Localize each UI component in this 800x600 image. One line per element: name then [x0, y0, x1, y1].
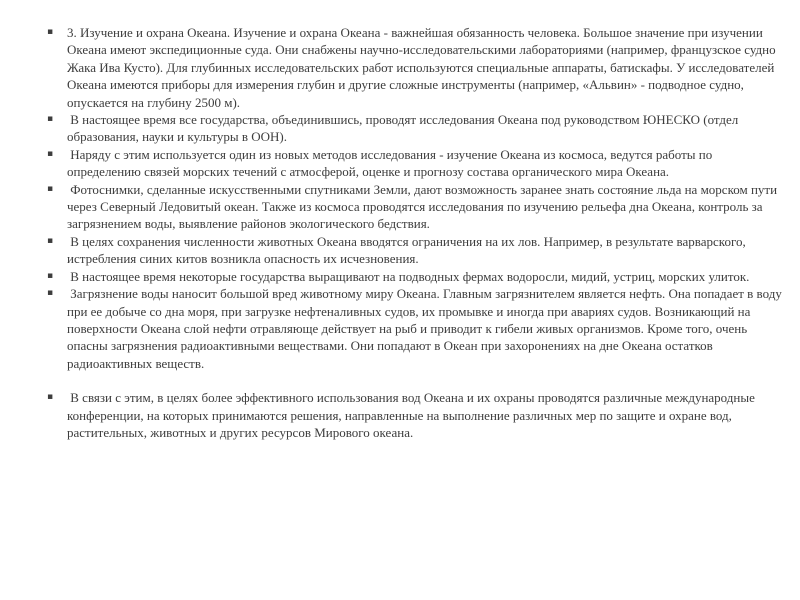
bullet-text: В целях сохранения численности животных Океана вводятся ограничения на их лов. Например, в результате варварского, истребления синих китов возникла опасность их исчезновения. — [67, 233, 749, 267]
bullet-item — [47, 24, 786, 111]
bullet-square-icon: ▪ — [47, 270, 54, 281]
bullet-square-icon: ▪ — [47, 392, 54, 403]
bullet-square-icon: ▪ — [47, 114, 54, 125]
bullet-text: Фотоснимки, сделанные искусственными спутниками Земли, дают возможность заранее знать состояние льда на морском пути через Северный Ледовитый океан. Также из космоса проводятся исследования по изучению рельефа дна Океана, контроль за загрязнением воды, выявление районов экологического бедствия. — [67, 181, 781, 232]
bullet-item — [47, 268, 786, 285]
bullet-square-icon: ▪ — [47, 288, 54, 299]
bullet-item — [47, 233, 786, 268]
bullet-text: Наряду с этим используется один из новых методов исследования - изучение Океана из космоса, ведутся работы по определению связей морских течений с атмосферой, оценке и прогнозу состава органического мира Океана. — [67, 146, 716, 180]
bullet-text: Загрязнение воды наносит большой вред животному миру Океана. Главным загрязнителем является нефть. Она попадает в воду при ее добыче со дна моря, при загрузке нефтеналивных судов, их промывке и иногда при авариях судов. Возникающий на поверхности Океана слой нефти отравляюще действует на рыб и приводит к гибели живых организмов. Кроме того, очень опасны загрязнения радиоактивными веществами. Они попадают в Океан при захоронениях на дне Океана остатков радиоактивных веществ. — [67, 286, 786, 371]
bullet-text: В настоящее время некоторые государства выращивают на подводных фермах водоросли, мидий, устриц, морских улиток. — [67, 268, 750, 284]
bullet-square-icon: ▪ — [47, 148, 54, 159]
bullet-item — [47, 181, 786, 233]
bullet-square-icon: ▪ — [47, 183, 54, 194]
bullet-text: 3. Изучение и охрана Океана. Изучение и охрана Океана - важнейшая обязанность человека. Большое значение при изучении Океана имеют экспедиционные суда. Они снабжены научно-исследовательскими лабораториями (например, французское судно Жака Ива Кусто). Для глубинных исследовательских работ используются специальные аппараты, батискафы. У исследователей Океана имеются приборы для измерения глубин и другие сложные инструменты (например, «Альвин» - подводное судно, опускается на глубину 2500 м). — [67, 25, 779, 110]
bullet-item — [47, 146, 786, 181]
bullet-item — [47, 389, 786, 441]
bullet-text: В связи с этим, в целях более эффективного использования вод Океана и их охраны проводятся различные международные конференции, на которых принимаются решения, направленные на выполнение различных мер по защите и охране вод, растительных, животных и других ресурсов Мирового океана. — [67, 390, 759, 440]
bullet-item — [47, 111, 786, 146]
bullet-item — [47, 285, 786, 372]
bullet-text: В настоящее время все государства, объединившись, проводят исследования Океана под руководством ЮНЕСКО (отдел образования, науки и культуры в ООН). — [67, 112, 742, 145]
bullet-square-icon: ▪ — [47, 235, 54, 246]
bullet-square-icon: ▪ — [47, 27, 54, 37]
